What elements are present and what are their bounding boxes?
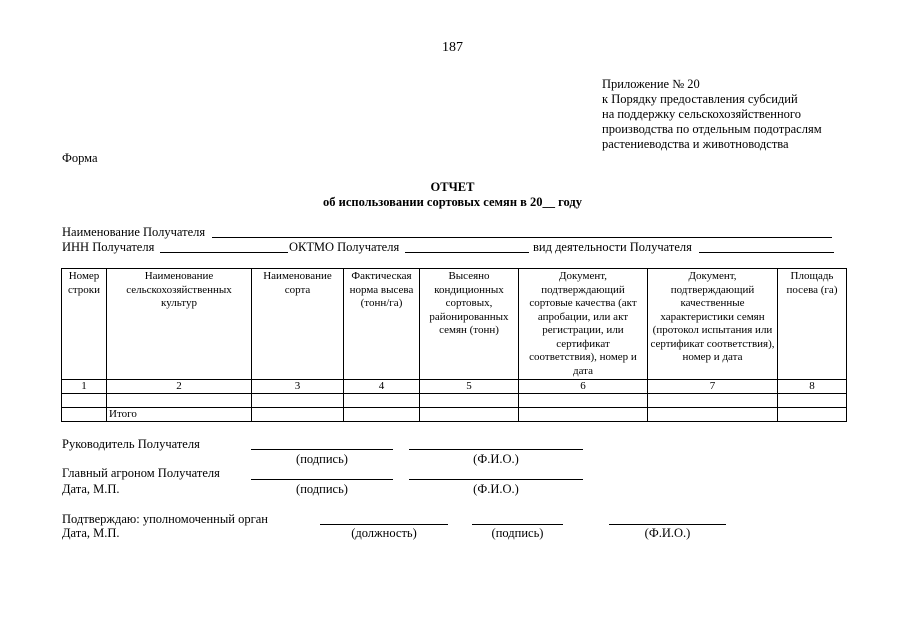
appendix-line: растениеводства и животноводства xyxy=(602,137,789,151)
date-stamp-label: Дата, М.П. xyxy=(62,482,120,496)
form-label: Форма xyxy=(62,151,98,165)
position-caption: (должность) xyxy=(351,526,417,540)
date-stamp-label: Дата, М.П. xyxy=(62,526,120,540)
column-number: 7 xyxy=(648,380,778,394)
total-row xyxy=(62,408,847,422)
recipient-name-field xyxy=(62,225,205,240)
inn-line xyxy=(160,252,288,253)
column-number: 5 xyxy=(420,380,519,394)
table-cell[interactable] xyxy=(778,394,847,408)
table-cell[interactable] xyxy=(62,394,107,408)
column-number: 8 xyxy=(778,380,847,394)
report-title: ОТЧЕТ xyxy=(430,180,475,194)
table-cell[interactable] xyxy=(252,408,344,422)
oktmo-label: ОКТМО Получателя xyxy=(289,240,400,254)
table-cell[interactable] xyxy=(519,394,648,408)
column-header: Номер строки xyxy=(62,269,107,380)
recipient-name-label: Наименование Получателя xyxy=(62,225,206,239)
confirm-signature-line xyxy=(472,524,563,525)
table-cell[interactable] xyxy=(107,394,252,408)
agronomist-label: Главный агроном Получателя xyxy=(62,466,220,480)
activity-label: вид деятельности Получателя xyxy=(533,240,692,254)
column-number: 4 xyxy=(344,380,420,394)
appendix-line: производства по отдельным подотраслям xyxy=(602,122,822,136)
table-cell[interactable] xyxy=(344,394,420,408)
column-header: Наименование сельскохозяйственных культур xyxy=(107,269,252,380)
column-header: Документ, подтверждающий сортовые качества (акт апробации, или акт регистрации, или сертификат соответствия), номер и дата xyxy=(519,269,648,380)
table-header-row xyxy=(62,269,847,380)
column-header: Высеяно кондиционных сортовых, районированных семян (тонн) xyxy=(420,269,519,380)
appendix-line: к Порядку предоставления субсидий xyxy=(602,92,798,106)
column-header: Документ, подтверждающий качественные характеристики семян (протокол испытания или сертификат соответствия), номер и дата xyxy=(648,269,778,380)
inn-label: ИНН Получателя xyxy=(62,240,155,254)
signature-caption: (подпись) xyxy=(296,452,348,466)
table-cell[interactable] xyxy=(420,394,519,408)
confirm-position-line xyxy=(320,524,448,525)
table-cell[interactable] xyxy=(252,394,344,408)
report-table xyxy=(61,268,847,422)
page-number: 187 xyxy=(442,40,463,55)
head-signature-line xyxy=(251,449,393,450)
total-label: Итого xyxy=(107,408,252,422)
head-fio-line xyxy=(409,449,583,450)
agronomist-fio-line xyxy=(409,479,583,480)
signature-caption: (подпись) xyxy=(296,482,348,496)
table-cell[interactable] xyxy=(519,408,648,422)
table-cell[interactable] xyxy=(420,408,519,422)
fio-caption: (Ф.И.О.) xyxy=(473,482,519,496)
signature-caption: (подпись) xyxy=(491,526,544,540)
column-number-row xyxy=(62,380,847,394)
column-number: 2 xyxy=(107,380,252,394)
agronomist-signature-line xyxy=(251,479,393,480)
activity-line xyxy=(699,252,834,253)
recipient-name-line xyxy=(212,237,832,238)
table-row xyxy=(62,394,847,408)
column-number: 1 xyxy=(62,380,107,394)
report-subtitle: об использовании сортовых семян в 20__ году xyxy=(323,195,582,209)
column-header: Наименование сорта xyxy=(252,269,344,380)
table-cell[interactable] xyxy=(344,408,420,422)
appendix-note xyxy=(602,77,822,152)
column-header: Площадь посева (га) xyxy=(778,269,847,380)
column-number: 3 xyxy=(252,380,344,394)
column-header: Фактическая норма высева (тонн/га) xyxy=(344,269,420,380)
appendix-line: Приложение № 20 xyxy=(602,77,700,91)
oktmo-line xyxy=(405,252,529,253)
column-number: 6 xyxy=(519,380,648,394)
table-cell[interactable] xyxy=(648,408,778,422)
appendix-line: на поддержку сельскохозяйственного xyxy=(602,107,801,121)
table-cell[interactable] xyxy=(62,408,107,422)
table-cell[interactable] xyxy=(778,408,847,422)
confirm-label: Подтверждаю: уполномоченный орган xyxy=(62,512,268,526)
fio-caption: (Ф.И.О.) xyxy=(644,526,691,540)
confirm-fio-line xyxy=(609,524,726,525)
head-label: Руководитель Получателя xyxy=(62,437,200,451)
table-cell[interactable] xyxy=(648,394,778,408)
fio-caption: (Ф.И.О.) xyxy=(473,452,519,466)
